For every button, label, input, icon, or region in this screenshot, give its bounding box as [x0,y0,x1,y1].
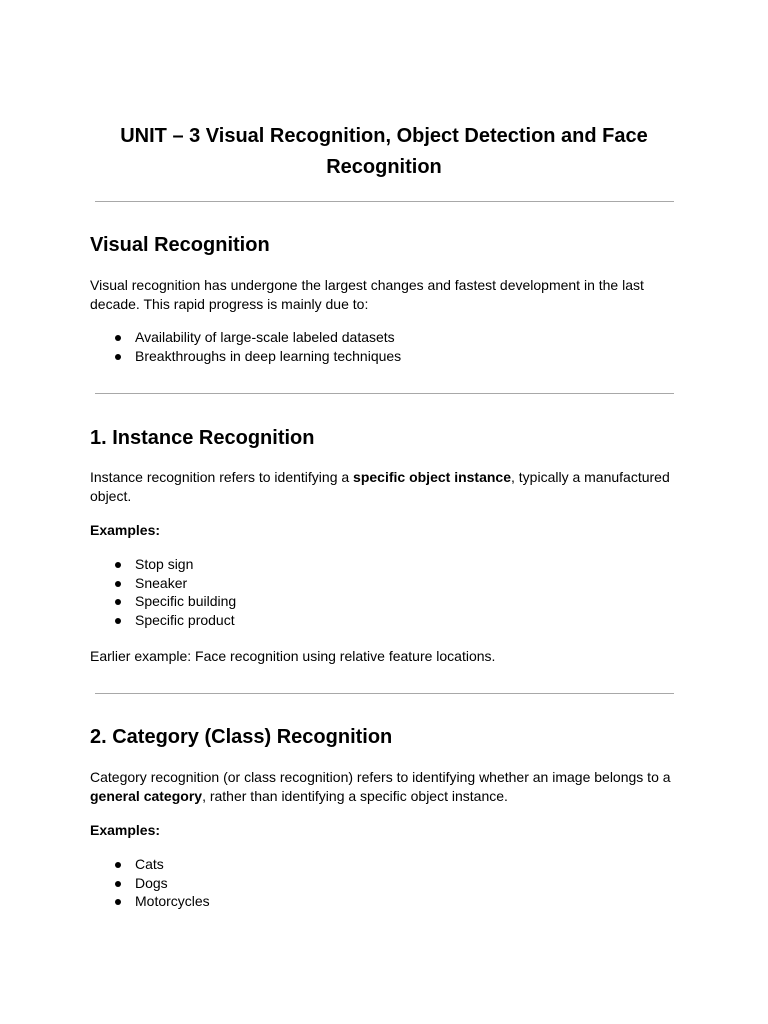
list-item [90,874,210,893]
list-item-text: Cats [135,856,164,872]
intro-emphasis: specific object instance [353,469,511,485]
list-item-text: Stop sign [135,556,194,572]
bullet-icon [115,562,121,568]
list-item-text: Specific product [135,612,235,629]
bullet-list-instance-examples [90,555,236,630]
intro-text: Instance recognition refers to identifying a [90,469,354,485]
bullet-icon [115,354,121,360]
intro-text: Category recognition (or class recognition) refers to identifying whether an image belongs to a [90,769,671,785]
section-intro-category-recognition [90,768,680,806]
list-item [90,328,401,347]
intro-text-continued: , typically a manufactured object. [90,469,670,504]
bullet-icon [115,618,121,624]
divider [95,693,674,694]
list-item-text: Sneaker [135,574,188,591]
list-item-text: Breakthroughs in deep learning techniques [135,347,402,364]
bullet-icon [115,862,121,868]
list-item [90,892,210,911]
list-item [90,555,236,574]
list-item-text: Availability of large-scale labeled datasets [135,329,395,345]
bullet-list-category-examples [90,855,210,911]
section-note-instance-recognition: Earlier example: Face recognition using relative feature locations. [90,648,496,664]
bullet-icon [115,881,121,887]
bullet-icon [115,899,121,905]
section-intro-visual-recognition: Visual recognition has undergone the largest changes and fastest development in the last decade. This rapid progress is mainly due to: [90,277,644,312]
bullet-icon [115,599,121,605]
list-item [90,592,236,611]
document-title: UNIT – 3 Visual Recognition, Object Detection and Face Recognition [120,125,648,178]
examples-label: Examples: [90,822,161,838]
list-item-text: Dogs [135,874,168,891]
intro-text-continued: , rather than identifying a specific object instance. [202,788,508,804]
list-item [90,611,236,630]
list-item [90,855,210,874]
section-intro-instance-recognition [90,468,680,506]
list-item-text: Specific building [135,593,237,610]
section-heading-instance-recognition: 1. Instance Recognition [90,427,315,449]
bullet-icon [115,581,121,587]
list-item [90,574,236,593]
section-heading-visual-recognition: Visual Recognition [90,234,270,256]
section-heading-category-recognition: 2. Category (Class) Recognition [90,726,393,748]
divider [95,393,674,394]
divider [95,201,674,202]
list-item-text: Motorcycles [135,893,210,910]
examples-label: Examples: [90,522,161,538]
bullet-list-visual-recognition [90,328,401,365]
bullet-icon [115,335,121,341]
list-item [90,347,401,366]
intro-emphasis: general category [90,788,203,804]
